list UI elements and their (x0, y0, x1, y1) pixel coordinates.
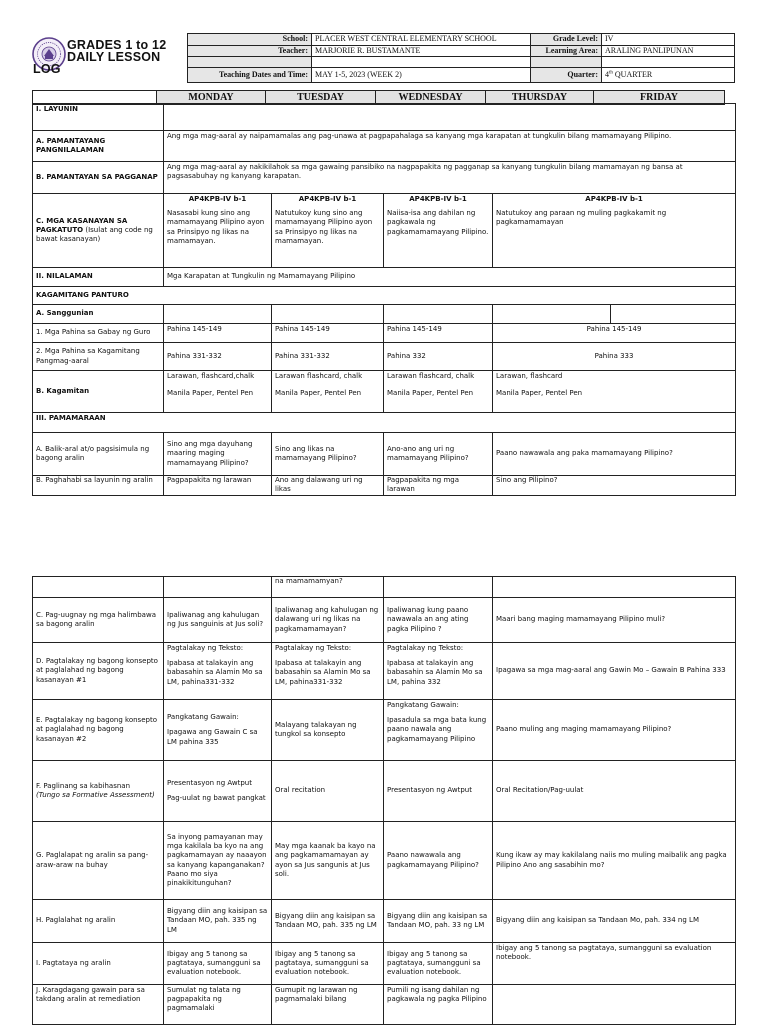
lesson-table-page2 (32, 576, 736, 1025)
paghahabi-tuesday-cont: na mamamamyan? (272, 577, 384, 598)
grade-level-label: Grade Level: (531, 34, 602, 46)
pamantayang-pangnilalaman-text: Ang mga mag-aaral ay naipamamalas ang pag-unawa at pagpapahalaga sa kanyang mga karapatan at tungkulin bilang mamamayang Pilipino. (164, 131, 736, 162)
gabay-guro-monday: Pahina 145-149 (164, 324, 272, 343)
pagtalakay-2-wednesday-text: Ipasadula sa mga bata kung paano nawala ang pagkamamayang Pilipino (387, 716, 487, 743)
paglalapat-label: G. Paglalapat ng aralin sa pang-araw-araw na buhay (33, 822, 164, 900)
title-line-1: GRADES 1 to 12 (67, 38, 167, 52)
paglinang-tuesday: Oral recitation (272, 761, 384, 822)
kagamitang-panturo-label: KAGAMITANG PANTURO (33, 287, 736, 305)
pagtalakay-1-monday-head: Pagtalakay ng Teksto: (167, 644, 244, 652)
pagtalakay-1-wednesday (384, 643, 493, 700)
kagamitan-thursday-2: Manila Paper, Pentel Pen (496, 389, 583, 398)
pamantayan-pagganap-text: Ang mga mag-aaral ay nakikilahok sa mga gawaing pansibiko na nagpapakita ng pagganap sa kanyang tungkulin bilang mamamayan ng bansa at pagsasabuhay ng kanyang karapatan. (164, 162, 736, 194)
paglinang-monday-2: Pag-uulat ng bawat pangkat (167, 794, 266, 802)
kasanayan-tuesday-text: Natutukoy kung sino ang mamamayang Pilipino ayon sa Prinsipyo ng likas na mamamayan. (275, 209, 373, 245)
kasanayan-wednesday-text: Naiisa-isa ang dahilan ng pagkawala ng pagkamamamayang Pilipino. (387, 209, 489, 236)
gabay-guro-label: 1. Mga Pahina sa Gabay ng Guro (33, 324, 164, 343)
pamantayang-pangnilalaman-label: A. PAMANTAYANG PANGNILALAMAN (33, 131, 164, 162)
pagtalakay-1-wednesday-text: Ipabasa at talakayin ang babasahin sa Alamin Mo sa LM, pahina 332 (387, 659, 483, 686)
pagtalakay-1-monday-text: Ipabasa at talakayin ang babasahin sa Alamin Mo sa LM, pahina331-332 (167, 659, 263, 686)
pagtalakay-2-wednesday (384, 700, 493, 761)
takdang-aralin-wednesday: Pumili ng isang dahilan ng pagkawala ng pagka Pilipino (384, 985, 493, 1025)
pagtalakay-1-monday (164, 643, 272, 700)
paglinang-monday-1: Presentasyon ng Awtput (167, 778, 252, 787)
pag-uugnay-thursday: Maari bang maging mamamayang Pilipino muli? (493, 598, 736, 643)
paglinang-label-note: (Tungo sa Formative Assessment) (36, 791, 155, 799)
paglinang-label-main: F. Paglinang sa kabihasnan (36, 781, 131, 790)
nilalaman-text: Mga Karapatan at Tungkulin ng Mamamayang Pilipino (164, 268, 736, 287)
day-tuesday: TUESDAY (266, 91, 376, 105)
balik-aral-wednesday: Ano-ano ang uri ng mamamayang Pilipino? (384, 433, 493, 476)
quarter-word: QUARTER (612, 69, 653, 79)
learning-area-label: Learning Area: (531, 45, 602, 57)
school-label: School: (188, 34, 312, 46)
paglalahat-thursday: Bigyang diin ang kaisipan sa Tandaan Mo, pah. 334 ng LM (493, 900, 736, 943)
kagamitan-thursday (493, 371, 736, 413)
pamantayan-pagganap-label: B. PAMANTAYAN SA PAGGANAP (33, 162, 164, 194)
gabay-guro-tuesday: Pahina 145-149 (272, 324, 384, 343)
school-value: PLACER WEST CENTRAL ELEMENTARY SCHOOL (312, 34, 531, 46)
code-monday: AP4KPB-IV b-1 (188, 195, 247, 203)
day-wednesday: WEDNESDAY (376, 91, 486, 105)
grade-level-value: IV (602, 34, 735, 46)
paglinang-label (33, 761, 164, 822)
pagtalakay-2-label: E. Pagtalakay ng bagong konsepto at paglalahad ng bagong kasanayan #2 (33, 700, 164, 761)
balik-aral-label: A. Balik-aral at/o pagsisimula ng bagong aralin (33, 433, 164, 476)
dates-value: MAY 1-5, 2023 (WEEK 2) (312, 68, 531, 83)
day-thursday: THURSDAY (486, 91, 594, 105)
kagamitan-monday-1: Larawan, flashcard,chalk (167, 372, 255, 380)
kasanayan-label (33, 194, 164, 268)
day-monday: MONDAY (157, 91, 266, 105)
paglinang-monday (164, 761, 272, 822)
paglalapat-thursday: Kung ikaw ay may kakilalang naiis mo muling maibalik ang pagka Pilipino Ano ang sasabihin mo? (493, 822, 736, 900)
kagamitan-wednesday-2: Manila Paper, Pentel Pen (387, 389, 474, 398)
paglalahat-tuesday: Bigyang diin ang kaisipan sa Tandaan MO, pah. 335 ng LM (272, 900, 384, 943)
paglalahat-wednesday: Bigyang diin ang kaisipan sa Tandaan MO, pah. 33 ng LM (384, 900, 493, 943)
balik-aral-thursday: Paano nawawala ang paka mamamayang Pilipino? (493, 433, 736, 476)
pagtalakay-2-thursday: Paano muling ang maging mamamayang Pilipino? (493, 700, 736, 761)
kagamitan-label: B. Kagamitan (33, 371, 164, 413)
paglalapat-wednesday: Paano nawawala ang pagkamamayang Pilipino? (384, 822, 493, 900)
pag-uugnay-monday: Ipaliwanag ang kahulugan ng Jus sanguinis at Jus soli? (164, 598, 272, 643)
paghahabi-tuesday: Ano ang dalawang uri ng likas (272, 476, 384, 496)
code-wednesday: AP4KPB-IV b-1 (409, 195, 467, 203)
quarter-number: 4 (605, 69, 609, 79)
kagamitan-tuesday-1: Larawan flashcard, chalk (275, 372, 363, 380)
paglalapat-tuesday: May mga kaanak ba kayo na ang pagkamamamayan ay ayon sa Jus sangunis at Jus soli. (272, 822, 384, 900)
pag-uugnay-tuesday: Ipaliwanag ang kahulugan ng dalawang uri ng likas na pagkamamamayan? (272, 598, 384, 643)
pamamaraan-label: III. PAMAMARAAN (33, 413, 736, 433)
paghahabi-label: B. Paghahabi sa layunin ng aralin (33, 476, 164, 496)
pangmag-aaral-wednesday: Pahina 332 (384, 343, 493, 371)
lesson-table-page1 (32, 103, 736, 496)
kagamitang-pangmag-aaral-label: 2. Mga Pahina sa Kagamitang Pangmag-aaral (33, 343, 164, 371)
takdang-aralin-tuesday: Gumupit ng larawan ng pagmamalaki bilang (272, 985, 384, 1025)
pangmag-aaral-thursday: Pahina 333 (493, 343, 736, 371)
kasanayan-label-bold: C. MGA KASANAYAN SA PAGKATUTO (36, 216, 128, 234)
pagtalakay-1-tuesday-text: Ipabasa at talakayin ang babasahin sa Alamin Mo sa LM, pahina331-332 (275, 659, 371, 686)
kagamitan-tuesday-2: Manila Paper, Pentel Pen (275, 389, 362, 398)
pag-uugnay-label: C. Pag-uugnay ng mga halimbawa sa bagong aralin (33, 598, 164, 643)
kasanayan-thursday (493, 194, 736, 268)
kasanayan-monday-text: Nasasabi kung sino ang mamamayang Pilipino ayon sa Prinsipyo ng likas na mamamayan. (167, 209, 265, 245)
pagtalakay-1-tuesday-head: Pagtalakay ng Teksto: (275, 644, 352, 652)
kagamitan-monday (164, 371, 272, 413)
pagtalakay-2-monday-text: Ipagawa ang Gawain C sa LM pahina 335 (167, 728, 258, 746)
kasanayan-tuesday (272, 194, 384, 268)
code-thursday: AP4KPB-IV b-1 (585, 195, 643, 203)
balik-aral-monday: Sino ang mga dayuhang maaring maging mamamayang Pilipino? (164, 433, 272, 476)
pagtalakay-2-monday-head: Pangkatang Gawain: (167, 713, 239, 722)
pagtataya-monday: Ibigay ang 5 tanong sa pagtataya, sumangguni sa evaluation notebook. (164, 943, 272, 985)
gabay-guro-wednesday: Pahina 145-149 (384, 324, 493, 343)
quarter-label: Quarter: (531, 68, 602, 83)
day-friday: FRIDAY (594, 91, 725, 105)
kasanayan-wednesday (384, 194, 493, 268)
pagtataya-thursday: Ibigay ang 5 tanong sa pagtataya, sumangguni sa evaluation notebook. (493, 943, 736, 985)
pagtalakay-1-thursday: Ipagawa sa mga mag-aaral ang Gawin Mo – Gawain B Pahina 333 (493, 643, 736, 700)
paglalahat-label: H. Paglalahat ng aralin (33, 900, 164, 943)
paghahabi-wednesday: Pagpapakita ng mga larawan (384, 476, 493, 496)
header-info-table (187, 33, 735, 83)
balik-aral-tuesday: Sino ang likas na mamamayang Pilipino? (272, 433, 384, 476)
kagamitan-wednesday-1: Larawan flashcard, chalk (387, 372, 475, 380)
kasanayan-monday (164, 194, 272, 268)
kagamitan-wednesday (384, 371, 493, 413)
paglalahat-monday: Bigyang diin ang kaisipan sa Tandaan MO, pah. 335 ng LM (164, 900, 272, 943)
paglalapat-monday: Sa inyong pamayanan may mga kakilala ba kyo na ang pagkamamayan ay naaayon sa kanyang kapanganakan? Paano mo siya pinakikitunguhan? (164, 822, 272, 900)
nilalaman-label: II. NILALAMAN (33, 268, 164, 287)
quarter-value (602, 68, 735, 83)
teacher-label: Teacher: (188, 45, 312, 57)
pagtataya-tuesday: Ibigay ang 5 tanong sa pagtataya, sumangguni sa evaluation notebook. (272, 943, 384, 985)
pagtalakay-2-wednesday-head: Pangkatang Gawain: (387, 701, 459, 709)
sanggunian-label: A. Sanggunian (33, 305, 164, 324)
pangmag-aaral-monday: Pahina 331-332 (164, 343, 272, 371)
learning-area-value: ARALING PANLIPUNAN (602, 45, 735, 57)
kagamitan-tuesday (272, 371, 384, 413)
gabay-guro-thursday: Pahina 145-149 (493, 324, 736, 343)
title-line-2: DAILY LESSON (67, 50, 161, 64)
pagtalakay-1-tuesday (272, 643, 384, 700)
paghahabi-monday: Pagpapakita ng larawan (164, 476, 272, 496)
kasanayan-thursday-text: Natutukoy ang paraan ng muling pagkakamit ng pagkamamamayan (496, 209, 667, 227)
paglinang-thursday: Oral Recitation/Pag-uulat (493, 761, 736, 822)
takdang-aralin-label: J. Karagdagang gawain para sa takdang aralin at remediation (33, 985, 164, 1025)
paglinang-wednesday: Presentasyon ng Awtput (384, 761, 493, 822)
pag-uugnay-wednesday: Ipaliwanag kung paano nawawala an ang ating pagka Pilipino ? (384, 598, 493, 643)
quarter-suffix: th (609, 70, 613, 76)
title-line-3: LOG (33, 62, 61, 76)
paghahabi-thursday: Sino ang Pilipino? (493, 476, 736, 496)
pagtalakay-1-label: D. Pagtalakay ng bagong konsepto at paglalahad ng bagong kasanayan #1 (33, 643, 164, 700)
dates-label: Teaching Dates and Time: (188, 68, 312, 83)
pagtalakay-1-wednesday-head: Pagtalakay ng Teksto: (387, 644, 464, 652)
layunin-label: I. LAYUNIN (33, 104, 164, 131)
pagtalakay-2-tuesday: Malayang talakayan ng tungkol sa konsepto (272, 700, 384, 761)
kagamitan-monday-2: Manila Paper, Pentel Pen (167, 389, 254, 398)
pangmag-aaral-tuesday: Pahina 331-332 (272, 343, 384, 371)
takdang-aralin-monday: Sumulat ng talata ng pagpapakita ng pagmamalaki (164, 985, 272, 1025)
pagtalakay-2-monday (164, 700, 272, 761)
code-tuesday: AP4KPB-IV b-1 (298, 195, 357, 203)
kasanayan-label-note: (Isulat ang code ng bawat kasanayan) (36, 225, 153, 244)
dll-title (33, 38, 167, 76)
pagtataya-label: I. Pagtataya ng aralin (33, 943, 164, 985)
kagamitan-thursday-1: Larawan, flashcard (496, 372, 563, 380)
teacher-value: MARJORIE R. BUSTAMANTE (312, 45, 531, 57)
pagtataya-wednesday: Ibigay ang 5 tanong sa pagtataya, sumangguni sa evaluation notebook. (384, 943, 493, 985)
